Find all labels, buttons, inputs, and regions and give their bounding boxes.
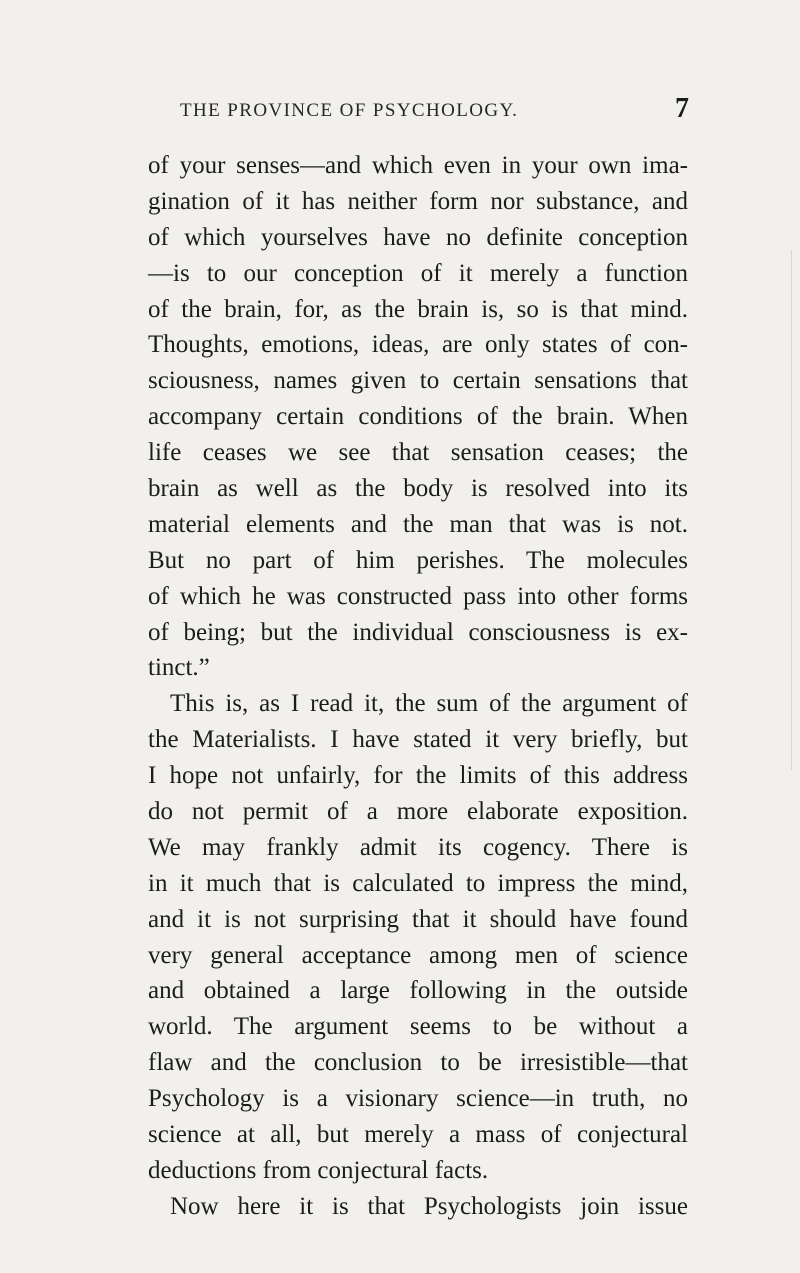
text-line: and it is not surprising that it should have found <box>148 905 688 933</box>
body-text <box>148 148 688 1225</box>
text-line: sciousness, names given to certain sensations that <box>148 367 688 395</box>
text-line: world. The argument seems to be without a <box>148 1013 688 1041</box>
text-line: of being; but the individual consciousness is ex- <box>148 618 688 646</box>
text-line: This is, as I read it, the sum of the argument of <box>170 690 688 718</box>
page-edge-shadow <box>791 250 792 770</box>
text-line: flaw and the conclusion to be irresistible—that <box>148 1049 688 1077</box>
text-line: —is to our conception of it merely a function <box>148 259 688 287</box>
text-line: deductions from conjectural facts. <box>148 1156 489 1184</box>
text-line: brain as well as the body is resolved into its <box>148 475 688 503</box>
text-line: tinct.” <box>148 654 210 682</box>
text-line: and obtained a large following in the outside <box>148 977 688 1005</box>
text-line: material elements and the man that was is not. <box>148 510 688 538</box>
text-line: do not permit of a more elaborate exposition. <box>148 798 688 826</box>
text-line: of which he was constructed pass into other forms <box>148 582 688 610</box>
text-line: in it much that is calculated to impress the mind, <box>148 869 688 897</box>
text-line: Thoughts, emotions, ideas, are only states of con- <box>148 331 688 359</box>
running-head: THE PROVINCE OF PSYCHOLOGY. <box>180 100 519 121</box>
text-line: Psychology is a visionary science—in truth, no <box>148 1085 688 1113</box>
text-line: accompany certain conditions of the brain. When <box>148 403 688 431</box>
text-line: life ceases we see that sensation ceases; the <box>148 439 688 467</box>
text-line: the Materialists. I have stated it very briefly, but <box>148 726 688 754</box>
text-line: I hope not unfairly, for the limits of this address <box>148 762 688 790</box>
text-line: of the brain, for, as the brain is, so is that mind. <box>148 295 688 323</box>
text-line: We may frankly admit its cogency. There is <box>148 833 688 861</box>
text-line: Now here it is that Psychologists join issue <box>170 1192 688 1220</box>
page-number: 7 <box>675 93 689 124</box>
text-line: gination of it has neither form nor substance, and <box>148 187 688 215</box>
text-line: of your senses—and which even in your own ima- <box>148 152 688 179</box>
text-line: But no part of him perishes. The molecules <box>148 546 688 574</box>
text-line: very general acceptance among men of science <box>148 941 688 969</box>
text-line: science at all, but merely a mass of conjectural <box>148 1121 688 1149</box>
text-line: of which yourselves have no definite conception <box>148 223 688 251</box>
